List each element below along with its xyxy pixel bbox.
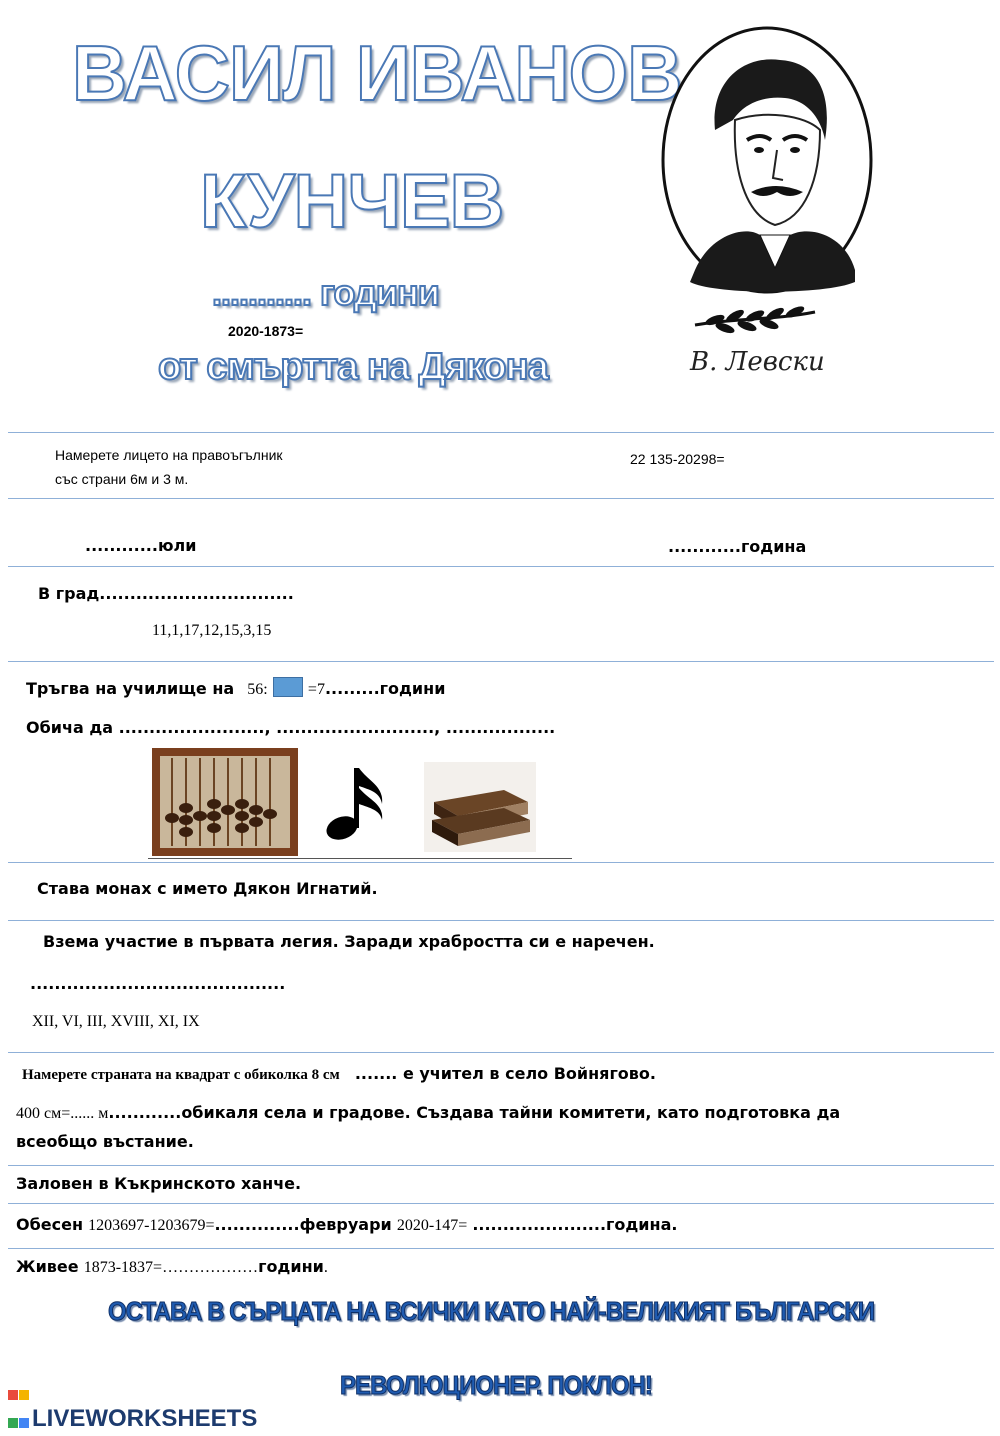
school-label: Тръгва на училище на bbox=[26, 679, 235, 698]
school-line bbox=[26, 677, 445, 699]
birth-city-field[interactable]: В град................................ bbox=[38, 584, 294, 603]
answer-box[interactable] bbox=[273, 677, 303, 697]
divider bbox=[8, 661, 994, 662]
hanged-day-field[interactable]: ..............февруари bbox=[214, 1215, 392, 1234]
lived-line bbox=[16, 1257, 328, 1277]
birth-day-field[interactable]: ............юли bbox=[85, 536, 197, 555]
hobby-images bbox=[148, 744, 572, 859]
unit-conversion-task[interactable]: 400 см=...... м bbox=[16, 1105, 109, 1122]
hanged-line bbox=[16, 1215, 677, 1235]
hanged-label: Обесен bbox=[16, 1215, 84, 1234]
task-subtraction[interactable]: 22 135-20298= bbox=[630, 451, 725, 467]
closing-line1: ОСТАВА В СЪРЦАТА НА ВСИЧКИ КАТО НАЙ-ВЕЛИКИЯТ БЪЛГАРСКИ bbox=[108, 1296, 875, 1326]
square-task: Намерете страната на квадрат с обиколка 8 см bbox=[22, 1067, 340, 1083]
music-note-image bbox=[324, 762, 394, 846]
teacher-field[interactable]: ....... е учител в село Войнягово. bbox=[354, 1064, 656, 1083]
hanged-year-field[interactable]: ......................година. bbox=[472, 1215, 678, 1234]
likes-field[interactable]: Обича да ........................, .........................., .................. bbox=[26, 718, 556, 737]
divider bbox=[8, 1052, 994, 1053]
roman-numerals: XII, VI, III, XVIII, XI, IX bbox=[32, 1013, 200, 1030]
hanged-day-calc: 1203697-1203679= bbox=[88, 1217, 215, 1234]
years-heading: ........... години bbox=[212, 272, 439, 313]
liveworksheets-logo[interactable] bbox=[8, 1380, 257, 1433]
closing-line2: РЕВОЛЮЦИОНЕР. ПОКЛОН! bbox=[340, 1370, 652, 1400]
abacus-image bbox=[152, 748, 298, 860]
travel-text-line2: всеобщо въстание. bbox=[16, 1132, 194, 1151]
lived-calc-field[interactable]: 1873-1837=……………… bbox=[83, 1259, 259, 1276]
lived-label: Живее bbox=[16, 1257, 79, 1276]
lived-end: . bbox=[323, 1259, 328, 1276]
signature-text: В. Левски bbox=[690, 347, 825, 377]
divider bbox=[8, 566, 994, 567]
logo-text: LIVEWORKSHEETS bbox=[32, 1405, 258, 1432]
years-calculation: 2020-1873= bbox=[228, 323, 304, 339]
school-years-field[interactable]: .........години bbox=[324, 679, 446, 698]
legion-text: Взема участие в първата легия. Заради храбростта си е наречен. bbox=[43, 932, 655, 951]
hanged-year-calc: 2020-147= bbox=[396, 1217, 468, 1234]
teacher-line bbox=[22, 1064, 656, 1084]
divider bbox=[8, 1248, 994, 1249]
task-area-line1: Намерете лицето на правоъгълник bbox=[55, 447, 283, 463]
divider bbox=[8, 432, 994, 433]
city-code: 11,1,17,12,15,3,15 bbox=[152, 622, 272, 639]
travel-text-line1: ............обикаля села и градове. Създава тайни комитети, като подготовка да bbox=[108, 1103, 841, 1122]
books-image bbox=[424, 762, 536, 856]
death-heading: от смъртта на Дякона bbox=[158, 346, 548, 388]
travel-line1 bbox=[16, 1103, 840, 1123]
school-expr-post: =7 bbox=[307, 681, 325, 698]
divider bbox=[8, 862, 994, 863]
monk-text: Става монах с името Дякон Игнатий. bbox=[37, 879, 378, 898]
levski-portrait bbox=[655, 20, 885, 414]
school-expr-pre: 56: bbox=[247, 681, 268, 698]
birth-year-field[interactable]: ............година bbox=[668, 537, 807, 556]
title-name-line2: КУНЧЕВ bbox=[200, 159, 504, 244]
divider bbox=[8, 1203, 994, 1204]
divider bbox=[8, 920, 994, 921]
lived-suffix: години bbox=[258, 1257, 324, 1276]
title-name-line1: ВАСИЛ ИВАНОВ bbox=[72, 29, 682, 117]
legion-nickname-field[interactable]: .......................................... bbox=[30, 974, 286, 993]
divider bbox=[8, 498, 994, 499]
task-area-line2: със страни 6м и 3 м. bbox=[55, 471, 189, 487]
logo-icon bbox=[8, 1380, 30, 1402]
captured-text: Заловен в Къкринското ханче. bbox=[16, 1174, 302, 1193]
divider bbox=[8, 1165, 994, 1166]
